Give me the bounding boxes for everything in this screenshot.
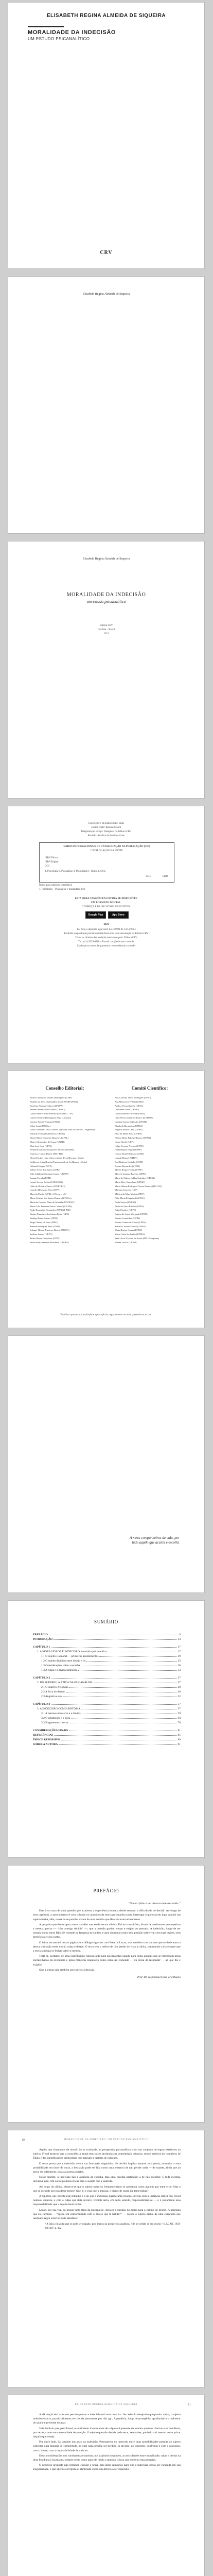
rights-line-3: Todos os direitos desta edição reservados pela: Editora CRV xyxy=(75,937,137,939)
toc-entry[interactable] xyxy=(33,1738,181,1742)
toc-entry[interactable] xyxy=(33,1654,181,1659)
scientific-name: Andrea Vieira Zanella (UFSC) xyxy=(115,1104,144,1107)
editorial-name: Elizeu Clementino de Souza (UNEB) xyxy=(30,1140,65,1143)
toc-entry-page: 17 xyxy=(177,1650,181,1653)
paragraph: O percurso proposto não pretende esgotar o tema, mas abrir caminhos para que a indecisão possa ser escutada em sua singularidade, e não apenas corrigida ou eliminada como um defeito a ser superado. xyxy=(33,2464,181,2471)
index-note: Índice para catálogo sistemático xyxy=(39,884,73,887)
app-store-badge[interactable] xyxy=(108,911,129,919)
legal-line-3: CONHEÇA E BAIXE NOSSO APLICATIVO! xyxy=(82,906,131,908)
scientific-name: Maria Helena Rodrigues Navas Zamora (PUC-RJ) xyxy=(115,1184,162,1188)
toc-entry[interactable] xyxy=(33,1733,181,1738)
scientific-name: Paula Sisson (UNESP) xyxy=(115,1200,136,1204)
toc-entry[interactable] xyxy=(33,1650,181,1654)
half-title-author: Elisabeth Regina Almeida de Siqueira xyxy=(82,293,130,296)
editorial-name: Marcelo Paixão (UFRJ e UTexas – US) xyxy=(30,1193,67,1196)
scientific-name: Cristina Soares Dalmolin (UFSM) xyxy=(115,1120,147,1123)
toc-entry-label: REFERÊNCIAS xyxy=(33,1734,54,1737)
body-paragraphs xyxy=(33,2148,181,2221)
block-quote: “A única coisa da qual se pode ser culpado, pelo menos na perspectiva analítica, é de ter cedido de seu desejo.” (LACAN, 1959-60/1997, p. 382) xyxy=(45,2223,181,2230)
toc-entry-page: 19 xyxy=(177,1655,181,1658)
paragraph: Nesse sentido, a indecisão não é ausência de escolha, mas uma escolha particular: a de não escolher. E toda escolha, inclusive esta, tem consequências éticas para o sujeito que a sustenta. xyxy=(33,2176,181,2183)
toc-entry[interactable] xyxy=(33,1633,181,1637)
toc-leader-dots xyxy=(72,1718,177,1719)
toc-entry-label: 3. A INDECISÃO COMO SINTOMA xyxy=(37,1707,81,1710)
editorial-name: Maria de Lourdes Pinto de Almeida (UNOESC) xyxy=(30,1200,75,1204)
cover-subtitle: UM ESTUDO PSICANALÍTICO xyxy=(28,37,90,41)
scientific-name: Christiane Lessa (UFMG) xyxy=(115,1108,139,1111)
toc-entry-label: ÍNDICE REMISSIVO xyxy=(33,1738,60,1741)
editorial-name: Sérgio Nunes de Jesus (IFRO) xyxy=(30,1221,58,1224)
toc-entry-label: CAPÍTULO 2 xyxy=(33,1676,50,1680)
table-of-contents xyxy=(33,1633,181,1747)
half-title-page xyxy=(8,276,205,534)
toc-entry[interactable] xyxy=(33,1659,181,1664)
editorial-name: Francisco Carlos Duarte (PUC-PR) xyxy=(30,1153,63,1156)
scientific-name: Silvana Cristina Vianna (UFMG) xyxy=(115,1225,146,1228)
scientific-committee-list xyxy=(115,1096,187,1244)
cover-page xyxy=(8,2,205,269)
toc-leader-dots xyxy=(51,1704,176,1705)
toc-entry[interactable] xyxy=(33,1668,181,1673)
toc-entry-page: 40 xyxy=(177,1686,181,1689)
toc-entry-label: 2.3 Angústia e ato xyxy=(41,1695,62,1698)
scientific-name: Hilda Raquel Frigeri (UFPE) xyxy=(115,1148,142,1151)
preface-epigraph: “Um ato falho é um discurso bem-sucedido.” xyxy=(128,1902,181,1905)
cover-rule xyxy=(28,26,64,27)
toc-entry[interactable] xyxy=(33,1676,181,1681)
rights-line-2: Proibida a reprodução parcial ou total desta obra sem autorização da Editora CRV xyxy=(64,933,149,935)
copyright-year: 2021 xyxy=(103,923,109,926)
editorial-name: Carmen Tereza Velanga (UNIR) xyxy=(30,1120,60,1123)
editorial-name: Gloria Fariñas León (Universidade de La Havana – Cuba) xyxy=(30,1156,84,1159)
toc-entry-label: 1.4 A culpa e a dívida simbólica xyxy=(41,1669,78,1672)
scientific-name: Regina de Souza Wiegand (UFRN) xyxy=(115,1213,148,1216)
toc-leader-dots xyxy=(78,1670,176,1671)
toc-entry[interactable] xyxy=(33,1664,181,1668)
rights-line-4: Tel.: (41) 3039-6418 – E-mail: sac@editoracrv.com.br xyxy=(78,941,134,943)
scientific-name: Mônica da Silva Martins (FBV) xyxy=(115,1193,145,1196)
toc-entry-label: SOBRE A AUTORA xyxy=(33,1743,58,1746)
title-page-publisher: Editora CRV xyxy=(99,624,113,627)
toc-entry-page: 91 xyxy=(177,1743,181,1746)
isbn-digital: ISBN Digital xyxy=(45,861,59,863)
cdd-label: CDD xyxy=(162,875,168,878)
scientific-name: Sônia Regina Cunha (UFRN) xyxy=(115,1229,143,1232)
preface-text xyxy=(33,1902,181,1980)
doi-label: DOI xyxy=(45,865,49,868)
paragraph: Essas considerações nos conduzem a examinar, nos capítulos seguintes, as articulações entre moralidade, culpa e desejo na obra freudiana e lacaniana, sempre tendo como pano de fundo a questão clínica que motivou esta pesquisa. xyxy=(33,2454,181,2462)
toc-entry[interactable] xyxy=(33,1728,181,1733)
scientific-name: Renata Leopoldino (UFRJ) xyxy=(115,1216,140,1219)
toc-entry-label: CAPÍTULO 3 xyxy=(33,1703,50,1706)
cdu-label: CDU xyxy=(146,875,151,878)
toc-entry-page: 89 xyxy=(177,1738,181,1741)
editorial-name: Cesar Gerónimo Tello (Univer. Nacional Três de Febrero – Argentina) xyxy=(30,1128,95,1131)
isbn-print: ISBN Físico xyxy=(45,857,58,859)
scientific-name: Rafael Simões (UFPE) xyxy=(115,1209,136,1212)
editorial-name: Renato Francisco dos Santos Paula (UFG) xyxy=(30,1213,69,1216)
editorial-name: Sydione Santos (UEPG) xyxy=(30,1233,52,1236)
paragraph: Aquilo que chamamos de moral não se confunde, na perspectiva psicanalítica, com um conjunto de regras exteriores ao sujeito. Freud mostrou que a consciência moral tem raízes profundas na constituição psíquica, sendo herdeira do complexo de Édipo e das identificações primordiais que marcam a história de cada um. xyxy=(33,2148,181,2160)
title-page-city: Curitiba – Brasil xyxy=(97,629,115,631)
paragraph: Trata-se, portanto, de uma contribuição valiosa tanto para psicanalistas quanto para todos aqueles que se interessam pelas encruzilhadas da existência e pelas maneiras singulares como cada um responde — ou deixa de responder — ao que lhe é exigido. xyxy=(33,1955,181,1967)
toc-entry-label: CAPÍTULO 1 xyxy=(33,1646,50,1649)
editorial-name: Aldira Guimarães Duarte Domínguez (UNB) xyxy=(30,1096,72,1099)
paragraph: É nesse ponto que a indecisão revela sua face mais enigmática. Se decidir implica assumir uma perda, renunciar a uma possibilidade em favor de outra, a hesitação pode ser lida como uma tentativa de não perder nada — de manter, ainda que ao preço do sofrimento, todas as portas abertas. xyxy=(33,2162,181,2174)
toc-entry-page: 70 xyxy=(177,1721,181,1724)
editorial-name: Guillermo Arias Beatón (Universidade de La Havana – Cuba) xyxy=(30,1160,87,1163)
preface-paragraphs xyxy=(33,1909,181,1972)
toc-entry-page: 23 xyxy=(177,1659,181,1663)
editorial-name: Tadeu Oliver Gonçalves (UFPA) xyxy=(30,1236,60,1240)
running-head: MORALIDADE DA INDECISÃO: UM ESTUDO PSICANALÍTICO xyxy=(64,2139,149,2141)
toc-leader-dots xyxy=(51,1647,176,1648)
toc-entry[interactable] xyxy=(33,1702,181,1707)
paragraph: O leitor encontrará nestas páginas um diálogo rigoroso com Freud e Lacan, mas também com autores que se dedicaram a pensar a relação entre moral, culpa e desejo. O texto tem o mérito de não perder de vista a clínica, retornando a ela sempre que a teoria ameaça se fechar sobre si mesma. xyxy=(33,1941,181,1953)
toc-entry-page: 81 xyxy=(177,1729,181,1732)
legal-line-1: ESTA OBRA TAMBÉM ENCONTRA-SE DISPONÍVEL xyxy=(75,897,138,900)
scientific-name: Wanda Leticia (UFSM) xyxy=(115,1241,137,1244)
editorial-board-page xyxy=(8,1071,205,1328)
editorial-board-list xyxy=(30,1096,102,1244)
toc-entry-label: 2.1 O supereu freudiano xyxy=(41,1686,69,1689)
editorial-name: Elione Maria Nogueira Diogenes (UFAL) xyxy=(30,1136,69,1139)
toc-leader-dots xyxy=(54,1735,176,1736)
body-paragraphs xyxy=(33,2413,181,2472)
scientific-name: Mariana Loureiro (USP) xyxy=(115,1189,138,1192)
copyright-line-1: Copyright © da Editora CRV Ltda. xyxy=(88,822,125,825)
catalog-subheading: CATALOGAÇÃO NA FONTE xyxy=(91,850,123,852)
editorial-name: João Adalberto Campato Junior (UNESP) xyxy=(30,1173,69,1176)
toc-entry-page: 28 xyxy=(177,1664,181,1667)
paragraph: A hipótese que orienta este trabalho é a de que a indecisão guarda uma relação estreita com a instância crítica que Freud nomeou supereu, e com a culpa que dela decorre. Decidir seria, em certo sentido, responsabilizar-se — e é justamente essa responsabilidade que o sujeito tenta evitar. xyxy=(33,2195,181,2207)
editorial-name: Helmuth Krüger (UCP) xyxy=(30,1164,52,1167)
scientific-name: Carlos Roberto Oliveira (UFRJ) xyxy=(115,1112,145,1115)
body-text xyxy=(33,2413,181,2473)
catalog-keywords: 1. Psicologia 2. Psicanálise 3. Moralidade I. Título II. Série xyxy=(45,870,106,873)
toc-entry[interactable] xyxy=(33,1707,181,1711)
paragraph: Que a leitura seja também um convite à decisão. xyxy=(39,1968,95,1972)
rights-line-1: Foi feito o depósito legal conf. Lei 10.994 de 14/12/2004 xyxy=(77,928,136,931)
body-page-1 xyxy=(8,2130,205,2387)
scientific-name: Elizabeth Hernandes (UFMA) xyxy=(115,1124,143,1127)
scientific-name: Ana Carolina Vieira Rodrigues (UFRJ) xyxy=(115,1096,151,1099)
scientific-committee-title: Comitê Científico: xyxy=(131,1086,168,1091)
scientific-name: José Barbosa Godinho (UFRJ) xyxy=(115,1160,144,1163)
toc-entry-page: 33 xyxy=(177,1669,181,1672)
editorial-name: Leonel Severo Rocha (UNISINOS) xyxy=(30,1180,63,1183)
toc-entry[interactable] xyxy=(33,1685,181,1690)
paragraph: A pesquisa que deu origem a este trabalho nasceu da escuta clínica. Foi no consultório, diante de analisantes que repetiam a mesma queixa — “não consigo decidir” —, que a questão ganhou corpo e exigiu ser pensada. A indecisão, longe de ser tomada como mera falha de vontade ou fraqueza de caráter, é aqui abordada como uma posição subjetiva, com suas razões, seus benefícios e seus custos. xyxy=(33,1923,181,1939)
toc-leader-dots xyxy=(59,1744,176,1745)
toc-entry[interactable] xyxy=(33,1637,181,1642)
toc-entry-page: 52 xyxy=(177,1695,181,1698)
scientific-name: Fátima Maria Palomo Raposo (UFRN) xyxy=(115,1136,151,1139)
toc-leader-dots xyxy=(99,1656,176,1657)
dedication-line-1: A meus companheiros de vida, por xyxy=(130,1536,180,1540)
editorial-name: Celso Conti (UFSCar) xyxy=(30,1124,51,1127)
cover-title: MORALIDADE DA INDECISÃO xyxy=(28,29,116,36)
copyright-line-2: Editor-chefe: Railson Moura xyxy=(91,826,121,829)
title-page-subtitle: um estudo psicanalítico xyxy=(86,599,126,604)
paragraph: A afirmação de Lacan nos permite pensar a indecisão sob uma nova luz. Se ceder do desejo é o que produz culpa, o sujeito indeciso estaria, paradoxalmente, em dívida justamente por não agir. A paralisia, longe de protegê-lo, aprofundaria o mal-estar do qual ele pretende escapar. xyxy=(33,2413,181,2425)
preface-signature: Prof. Dr. responsável pela orientação xyxy=(137,1976,181,1979)
title-page-year: 2021 xyxy=(103,633,109,635)
toc-entry-page: 17 xyxy=(177,1646,181,1649)
toc-entry-label: 2. DO SUPEREU À ÉTICA DA PSICANÁLISE xyxy=(37,1681,93,1684)
toc-entry[interactable] xyxy=(33,1742,181,1747)
running-head: ELISABETH REGINA ALMEIDA DE SIQUEIRA xyxy=(75,2403,138,2406)
board-footer-1: Este livro passou por avaliação e aprovação às cegas de dois ou mais pareceristas ad hoc. xyxy=(60,1314,152,1316)
paragraph: Vale lembrar que, para Freud, o sentimento inconsciente de culpa está presente em muitos quadros clínicos e se manifesta, por vezes, como uma necessidade de punição. O sujeito que não decide pode estar, sem saber, punindo a si mesmo ao se privar daquilo que deseja. xyxy=(33,2427,181,2439)
page-number: 11 xyxy=(188,2403,191,2406)
scientific-name: Nilia Maria Pelegrinelli (UFAC) xyxy=(115,1196,145,1199)
toc-entry-page: 37 xyxy=(177,1676,181,1680)
toc-entry[interactable] xyxy=(33,1694,181,1699)
copyright-line-4: Revisão: Analista de Escrita e Artes xyxy=(87,835,125,837)
toc-entry-page: 59 xyxy=(177,1712,181,1715)
toc-entry-page: 13 xyxy=(177,1638,181,1641)
scientific-name: Célia Silva Guimarães Barros (UNIFOR) xyxy=(115,1116,153,1119)
toc-entry-label: 1.2 O sujeito dividido entre desejo e lei xyxy=(41,1659,86,1663)
scientific-name: Marisa Roque Freitas (UFPE) xyxy=(115,1168,143,1172)
editorial-name: Élsio José Corá (UFFS) xyxy=(30,1144,52,1147)
rights-line-5: Conheça os nossos lançamentos: www.editoracrv.com.br xyxy=(77,945,136,947)
google-play-badge[interactable] xyxy=(85,911,106,919)
app-store-label: App Store xyxy=(112,913,125,917)
editorial-name: Andréia da Silva Quintanilha Sousa (UNIR/UFRN) xyxy=(30,1100,78,1103)
legal-line-2: EM FORMATO DIGITAL. xyxy=(91,902,121,904)
toc-entry-page: 64 xyxy=(177,1717,181,1720)
editorial-name: Paulo Romualdo Hernandes (UNIFAL-MG) xyxy=(30,1209,71,1212)
scientific-name: Eugênia Moura Leite (UFPA) xyxy=(115,1128,143,1131)
toc-leader-dots xyxy=(86,1661,176,1662)
toc-entry-label: 1.1 O sujeito e a moral — primeiros apontamentos xyxy=(41,1655,99,1658)
scientific-name: Graça Hoefel (UFF) xyxy=(115,1140,134,1143)
copyright-line-3: Diagramação e Capa: Designers da Editora CRV xyxy=(81,831,132,833)
scientific-name: Iolanda Mussel (UFRN) xyxy=(115,1156,137,1159)
summary-page xyxy=(8,1600,205,1858)
toc-entry[interactable] xyxy=(33,1721,181,1725)
toc-entry-label: PREFÁCIO xyxy=(33,1633,48,1636)
paragraph: Por outro lado, há também um gozo na indecisão. Permanecer no intervalo entre duas possibilidades permite ao sujeito sustentar uma fantasia de completude, na qual nada precisa ser perdido. A decisão, ao contrário, confronta-o com a castração, com o limite, com a impossibilidade de tudo ter. xyxy=(33,2441,181,2452)
summary-heading: SUMÁRIO xyxy=(94,1619,119,1624)
scientific-name: Rosane Gomes de Abreu (UFPA) xyxy=(115,1221,146,1224)
editorial-name: Solange Helena Ximenes-Rocha (UFOPA) xyxy=(30,1229,69,1232)
catalog-box xyxy=(39,842,174,883)
scientific-name: Josiane Bernardes (UFRN) xyxy=(115,1164,140,1167)
scientific-name: Maria de Fátima Caldas Sobrinho (UFMG) xyxy=(115,1176,155,1179)
paragraph: Ao longo da clínica, observa-se que o sujeito indeciso frequentemente se apresenta como alguém que teme errar. Mas o que se esconde por trás desse temor? Que lei é essa que o ameaça, e diante de quem ele teme falhar? xyxy=(33,2185,181,2193)
toc-entry-page: 46 xyxy=(177,1690,181,1693)
google-play-label: Google Play xyxy=(88,913,103,917)
scientific-name: Marcelo Santana Ferreira (UFRJ) xyxy=(115,1173,146,1176)
scientific-name: Paulo de Tarso Ribeiro (UFPA) xyxy=(115,1205,144,1208)
toc-entry-page: 57 xyxy=(177,1703,181,1706)
toc-leader-dots xyxy=(51,1678,176,1679)
toc-entry-label: 2.2 A ética do desejo xyxy=(41,1690,65,1693)
toc-entry-page: 85 xyxy=(177,1734,181,1737)
scientific-name: Hector Daniel Belluzzo (UNB) xyxy=(115,1153,144,1156)
toc-leader-dots xyxy=(54,1639,176,1640)
scientific-name: Elisa de Mello Rosa (UFRN) xyxy=(115,1132,142,1136)
editorial-name: Maria Lília Imbiriba Sousa Colares (UFOPA) xyxy=(30,1205,73,1208)
preface-heading: PREFÁCIO xyxy=(93,1888,119,1893)
editorial-name: Antônio Pereira Gaio Júnior (UFRRJ) xyxy=(30,1108,65,1111)
scientific-name: Vânia Lúcia de Araújo (UFMA) xyxy=(115,1233,145,1236)
dedication-line-2: tudo aquilo que aceitei e escolhi. xyxy=(132,1540,180,1545)
scientific-name: Vera Lúcia Trevisan de Souza (PUC-Campinas) xyxy=(115,1236,159,1240)
toc-entry[interactable] xyxy=(33,1690,181,1694)
editorial-name: Carlos Alberto Vilar Estêvão (UMINHO – PT) xyxy=(30,1112,74,1115)
toc-entry-label: 3.3 Fragmentos clínicos xyxy=(41,1721,68,1724)
editorial-name: Jailson Alves dos Santos (UFRJ) xyxy=(30,1168,61,1172)
scientific-name: Ana Maria Jacó-Vilela (UERJ) xyxy=(115,1100,144,1103)
editorial-name: Lourdes Helena da Silva (UFV) xyxy=(30,1189,60,1192)
paragraph: Lacan, por sua vez, ao propor uma ética da psicanálise, desloca a questão da moral para o campo do desejo. A pergunta que ele formula — “agiste em conformidade com o desejo que te habita?” — coloca o sujeito diante de uma exigência que nenhuma regra exterior pode satisfazer. xyxy=(33,2208,181,2221)
editorial-name: Carlos Federico Dominguez Avila (Unieuro) xyxy=(30,1116,72,1119)
preface-page xyxy=(8,1865,205,2123)
editorial-name: Eduardo Fernandes Barbosa (UFMG) xyxy=(30,1132,65,1136)
paragraph: Este livro trata de uma questão que atravessa a experiência humana desde sempre: a dificuldade de decidir. Ao longo de seus capítulos, a autora percorre com cuidado os caminhos da teoria psicanalítica para interrogar o que está em jogo quando um sujeito hesita, adia, recua ou se paralisa diante de uma escolha que lhe concerne intimamente. xyxy=(33,1909,181,1921)
toc-entry-page: 9 xyxy=(179,1633,181,1636)
title-page-author: Elisabeth Regina Almeida de Siqueira xyxy=(82,557,130,561)
body-text xyxy=(33,2148,181,2232)
toc-entry[interactable] xyxy=(33,1645,181,1650)
toc-entry-label: 3.2 O adiamento e o gozo xyxy=(41,1717,70,1720)
index-value: 1. Psicologia – Psicanálise e moralidade 150 xyxy=(39,888,85,891)
title-page-title: MORALIDADE DA INDECISÃO xyxy=(66,592,146,598)
toc-entry-label: INTRODUÇÃO xyxy=(33,1638,53,1641)
page-number: 10 xyxy=(22,2139,25,2142)
toc-entry[interactable] xyxy=(33,1711,181,1716)
cover-author: ELISABETH REGINA ALMEIDA DE SIQUEIRA xyxy=(46,13,166,19)
toc-entry-page: 57 xyxy=(177,1707,181,1710)
toc-entry-page: 37 xyxy=(177,1681,181,1684)
toc-entry-label: 1.3 Considerações sobre a escolha xyxy=(41,1664,80,1667)
toc-entry-label: 1. A MORALIDADE E INDECISÃO: o cenário psicanalítico xyxy=(37,1650,107,1653)
editorial-board-title: Conselho Editorial: xyxy=(45,1086,84,1091)
scientific-name: Maria Alice Gonçalves (UFMG) xyxy=(115,1180,145,1183)
toc-entry[interactable] xyxy=(33,1681,181,1685)
editorial-name: Lídia de Oliveira Xavier (UNIEURO) xyxy=(30,1184,65,1188)
cover-publisher-logo: CRV xyxy=(100,250,113,256)
toc-entry[interactable] xyxy=(33,1716,181,1721)
dedication-page xyxy=(8,1335,205,1593)
editorial-name: Rodrigo Pratte-Santos (UFES) xyxy=(30,1216,58,1219)
scientific-name: Helga Ferreira Novaes (UFPE) xyxy=(115,1144,144,1147)
toc-entry-label: CONSIDERAÇÕES FINAIS xyxy=(33,1729,68,1732)
body-page-2 xyxy=(8,2395,205,2576)
toc-leader-dots xyxy=(69,1687,176,1688)
toc-entry-label: 3.1 A neurose obsessiva e a dúvida xyxy=(41,1712,81,1715)
catalog-heading: DADOS INTERNACIONAIS DE CATALOGAÇÃO NA PUBLICAÇÃO (CIP) xyxy=(63,845,150,848)
editorial-name: Fernando Antônio Gonçalves Alcoforado (IPB) xyxy=(30,1148,74,1151)
editorial-name: Tania Suely Azevedo Brasileiro (UFOPA) xyxy=(30,1241,69,1244)
editorial-name: Anselmo Alencar Colares (UFOPA) xyxy=(30,1104,63,1107)
title-page xyxy=(8,541,205,799)
copyright-page xyxy=(8,806,205,1063)
editorial-name: Maria Cristina dos Santos Bezerra (UFSCar) xyxy=(30,1196,72,1199)
editorial-name: Simone Rodrigues Pinto (UNB) xyxy=(30,1225,60,1228)
editorial-name: Josania Portela (UFPI) xyxy=(30,1176,51,1179)
